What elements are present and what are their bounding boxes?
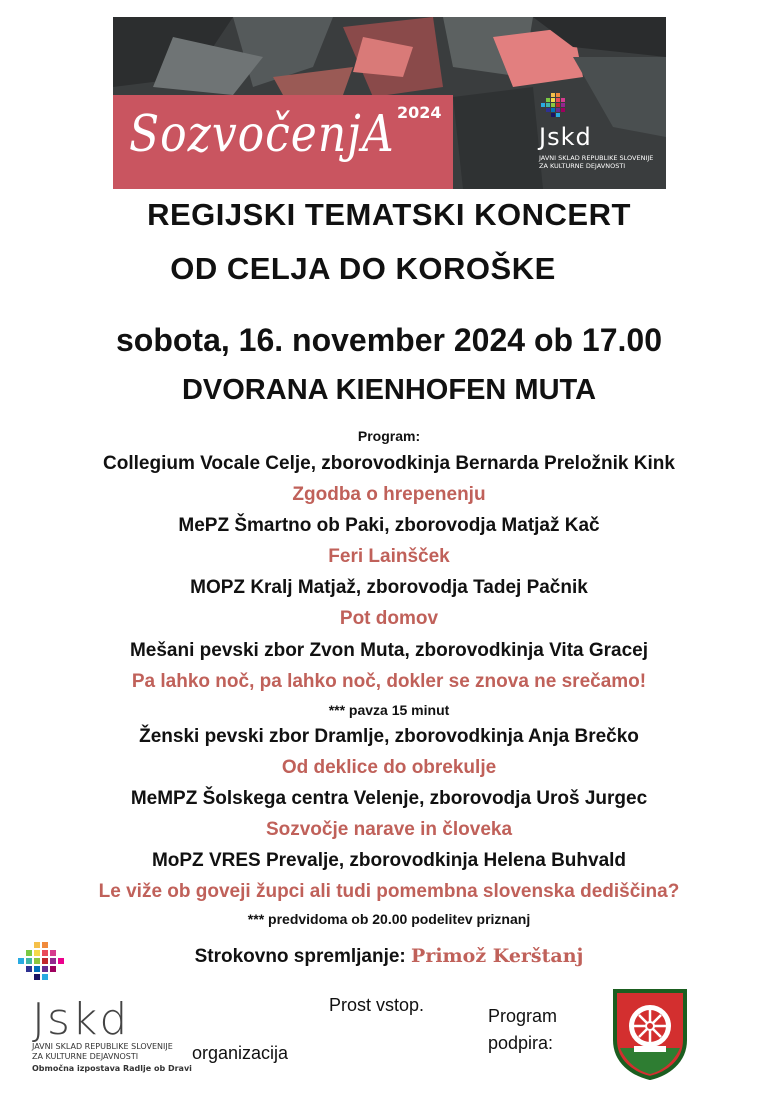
footer-logo-text: Jskd — [32, 994, 130, 1045]
event-venue: DVORANA KIENHOFEN MUTA — [181, 374, 597, 406]
footer-tagline-1: JAVNI SKLAD REPUBLIKE SLOVENIJE — [32, 1042, 173, 1051]
footer-logo-branch: Območna izpostava Radlje ob Dravi — [32, 1064, 192, 1073]
mentor-label: Strokovno spremljanje: — [194, 946, 406, 967]
choir-line: Mešani pevski zbor Zvon Muta, zborovodkinja Vita Gracej — [129, 640, 649, 661]
choir-line: MoPZ VRES Prevalje, zborovodkinja Helena Buhvald — [151, 850, 627, 871]
banner-tagline-2: ZA KULTURNE DEJAVNOSTI — [539, 161, 626, 170]
song-title: Zgodba o hrepenenju — [292, 484, 486, 505]
choir-line: Collegium Vocale Celje, zborovodkinja Bernarda Preložnik Kink — [103, 453, 675, 474]
footer-jskd-logo — [18, 942, 192, 1082]
banner-tagline-1: JAVNI SKLAD REPUBLIKE SLOVENIJE — [539, 154, 654, 162]
break-note: *** pavza 15 minut — [328, 702, 450, 718]
free-entry-label: Prost vstop. — [329, 995, 425, 1015]
support-line-1: Program — [488, 1006, 558, 1026]
banner-title: SozvočenjA — [129, 105, 395, 164]
pixel-mosaic-icon — [541, 93, 571, 123]
banner-logo-tagline — [539, 155, 659, 171]
support-line-2: podpira: — [488, 1033, 554, 1053]
organization-label: organizacija — [192, 1043, 289, 1063]
choir-line: MePZ Šmartno ob Paki, zborovodja Matjaž Kač — [178, 515, 600, 536]
program-label: Program: — [357, 428, 421, 444]
pixel-mosaic-icon — [18, 942, 68, 992]
support-label — [488, 1003, 557, 1057]
banner-jskd-logo — [535, 93, 655, 189]
song-title: Sozvočje narave in človeka — [265, 819, 513, 840]
concert-title-line2: OD CELJA DO KOROŠKE — [170, 251, 556, 286]
song-title: Pa lahko noč, pa lahko noč, dokler se znova ne srečamo! — [131, 671, 647, 692]
choir-line: Ženski pevski zbor Dramlje, zborovodkinja Anja Brečko — [139, 726, 639, 747]
footer-logo-tagline — [32, 1042, 202, 1061]
choir-line: MOPZ Kralj Matjaž, zborovodja Tadej Pačnik — [190, 577, 588, 598]
choir-line: MeMPZ Šolskega centra Velenje, zborovodja Uroš Jurgec — [130, 788, 648, 809]
song-title: Od deklice do obrekulje — [281, 757, 497, 778]
song-title: Feri Lainšček — [328, 546, 450, 567]
banner-logo-text: Jskd — [539, 123, 592, 151]
concert-title-line1: REGIJSKI TEMATSKI KONCERT — [147, 197, 631, 232]
footer-tagline-2: ZA KULTURNE DEJAVNOSTI — [32, 1051, 139, 1061]
event-date: sobota, 16. november 2024 ob 17.00 — [115, 322, 662, 358]
awards-note: *** predvidoma ob 20.00 podelitev priznanj — [247, 911, 531, 927]
mentor-name: Primož Kerštanj — [411, 945, 584, 967]
event-banner — [113, 17, 666, 189]
song-title: Le viže ob goveji župci ali tudi pomembna slovenska dediščina? — [98, 881, 680, 902]
banner-year: 2024 — [397, 103, 442, 122]
song-title: Pot domov — [339, 608, 439, 629]
coat-of-arms-icon — [612, 988, 688, 1080]
